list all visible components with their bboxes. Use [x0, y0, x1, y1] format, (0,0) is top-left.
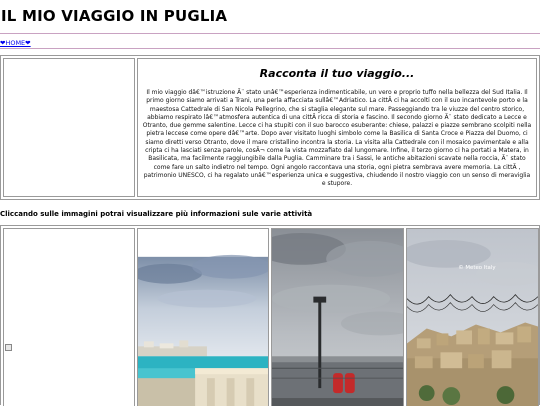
story-paragraph: Il mio viaggio dâ€™istruzione Ã¨ stato unâ€™esperienza indimenticabile, un vero e proprio tuffo nella bellezza del Sud Italia. Il primo giorno siamo arrivati a Trani, una perla affacciata sullâ€™Adriatico. La cittÃ ci ha accolti con il suo incantevole porto e la maestosa Cattedrale di San Nicola Pellegrino, che si staglia elegante sul mare. Passeggiando tra le viuzze del centro storico, abbiamo respirato lâ€™atmosfera autentica di una cittÃ ricca di storia e fascino. Il secondo giorno Ã¨ stato dedicato a Lecce e Otranto, due gemme salentine. Lecce ci ha stupiti con il suo barocco esuberante: chiese, palazzi e piazze sembrano scolpiti nella pietra leccese come opere dâ€™arte. Dopo aver visitato luoghi simbolo come la Basilica di Santa Croce e Piazza del Duomo, ci siamo diretti verso Otranto, dove il mare cristallino incontra la storia. La visita alla Cattedrale con il mosaico pavimentale e alla cripta ci ha lasciati senza parole, cosÃ¬ come la vista mozzafiato dal lungomare. Infine, il terzo giorno ci ha portati a Matera, in Basilicata, ma facilmente raggiungibile dalla Puglia. Camminare tra i Sassi, le antiche abitazioni scavate nella roccia, Ã¨ stato come fare un salto indietro nel tempo. Ogni angolo raccontava una storia, ogni pietra sembrava avere memoria. La cittÃ , patrimonio UNESCO, ci ha regalato unâ€™esperienza unica e suggestiva, chiudendo il nostro viaggio con un senso di meraviglia e stupore. — [142, 89, 532, 188]
gallery-cell-1[interactable] — [3, 228, 135, 406]
page-title: IL MIO VIAGGIO IN PUGLIA — [1, 7, 228, 25]
photo-gallery — [0, 225, 540, 405]
divider-nav — [0, 48, 540, 49]
gallery-caption: Cliccando sulle immagini potrai visualizzare più informazioni sule varie attività — [0, 210, 313, 218]
gallery-cell-matera[interactable] — [406, 228, 539, 406]
divider-top — [0, 33, 540, 34]
story-text-cell — [137, 58, 537, 197]
broken-image-icon[interactable] — [5, 344, 12, 351]
photo-watermark: © Meteo Italy — [458, 264, 496, 271]
story-image-cell — [3, 58, 135, 197]
photo-sassi-lights[interactable] — [407, 229, 538, 406]
story-heading: Racconta il tuo viaggio... — [259, 67, 415, 80]
photo-harbor-lamp[interactable] — [272, 229, 403, 406]
gallery-cell-otranto[interactable] — [137, 228, 269, 406]
gallery-cell-trani[interactable] — [271, 228, 404, 406]
story-table — [0, 55, 540, 200]
photo-seaside-town[interactable] — [138, 229, 268, 406]
home-link[interactable]: ❤HOME❤ — [0, 39, 31, 47]
